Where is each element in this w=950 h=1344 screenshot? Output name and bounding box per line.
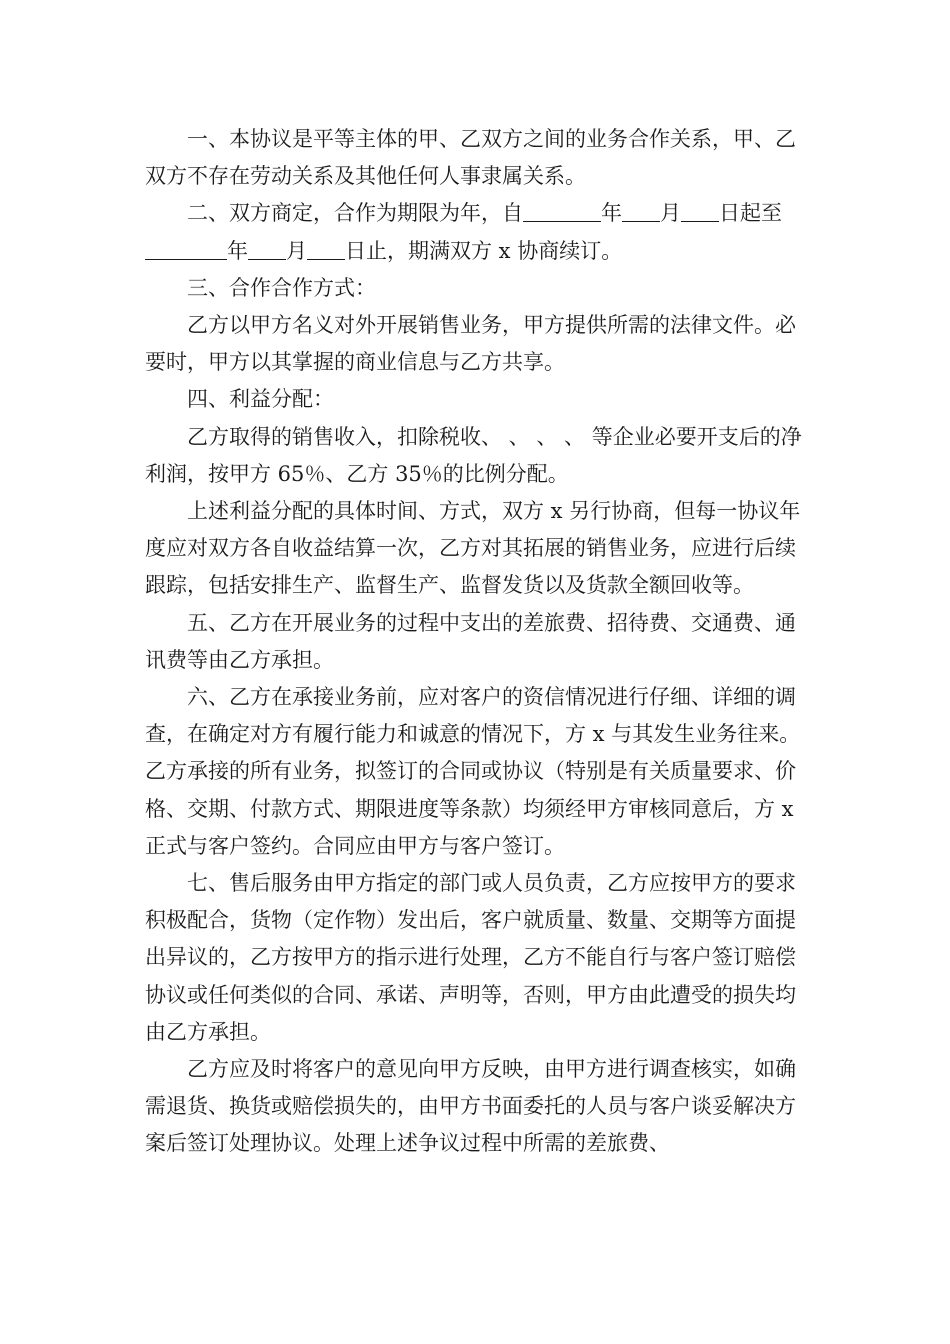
term-text-start: 二、双方商定，合作为期限为年，自 <box>187 201 523 226</box>
month-label: 月 <box>660 201 681 226</box>
end-month-blank <box>248 239 286 260</box>
paragraph-9: 六、乙方在承接业务前，应对客户的资信情况进行仔细、详细的调查，在确定对方有履行能力和诚意的情况下，方 x 与其发生业务往来。乙方承接的所有业务，拟签订的合同或协议（特别是有关质量要求、价格、交期、付款方式、期限进度等条款）均须经甲方审核同意后，方 x 正式与客户签约。合同应由甲方与客户签订。 <box>145 685 801 858</box>
paragraph-11: 乙方应及时将客户的意见向甲方反映，由甲方进行调查核实，如确需退货、换货或赔偿损失的，由甲方书面委托的人员与客户谈妥解决方案后签订处理协议。处理上述争议过程中所需的差旅费、 <box>145 1057 796 1156</box>
paragraph-8: 五、乙方在开展业务的过程中支出的差旅费、招待费、交通费、通讯费等由乙方承担。 <box>145 610 796 672</box>
year-label: 年 <box>601 201 622 226</box>
paragraph-4: 乙方以甲方名义对外开展销售业务，甲方提供所需的法律文件。必要时，甲方以其掌握的商业信息与乙方共享。 <box>145 313 796 375</box>
end-day-blank <box>307 239 345 260</box>
paragraph-10: 七、售后服务由甲方指定的部门或人员负责，乙方应按甲方的要求积极配合，货物（定作物）发出后，客户就质量、数量、交期等方面提出异议的，乙方按甲方的指示进行处理，乙方不能自行与客户签订赔偿协议或任何类似的合同、承诺、声明等，否则，甲方由此遭受的损失均由乙方承担。 <box>145 871 796 1044</box>
end-year-label: 年 <box>227 238 248 263</box>
start-year-blank <box>523 201 601 222</box>
day-until-label: 日起至 <box>719 201 782 226</box>
paragraph-7: 上述利益分配的具体时间、方式，双方 x 另行协商，但每一协议年度应对双方各自收益结算一次，乙方对其拓展的销售业务，应进行后续跟踪，包括安排生产、监督生产、监督发货以及货款全额回收等。 <box>145 499 801 598</box>
paragraph-1: 一、本协议是平等主体的甲、乙双方之间的业务合作关系，甲、乙双方不存在劳动关系及其他任何人事隶属关系。 <box>145 127 796 189</box>
end-month-label: 月 <box>286 238 307 263</box>
paragraph-6: 乙方取得的销售收入，扣除税收、 、 、 、 等企业必要开支后的净利润，按甲方 65％、乙方 35％的比例分配。 <box>145 424 802 486</box>
start-day-blank <box>681 201 719 222</box>
document-body <box>145 121 815 1163</box>
paragraph-5-heading: 四、利益分配： <box>187 387 334 412</box>
paragraph-2-term <box>145 195 815 269</box>
end-year-blank <box>145 239 227 260</box>
start-month-blank <box>622 201 660 222</box>
paragraph-3-heading: 三、合作合作方式： <box>187 275 376 300</box>
term-text-end: 日止，期满双方 x 协商续订。 <box>345 238 623 263</box>
